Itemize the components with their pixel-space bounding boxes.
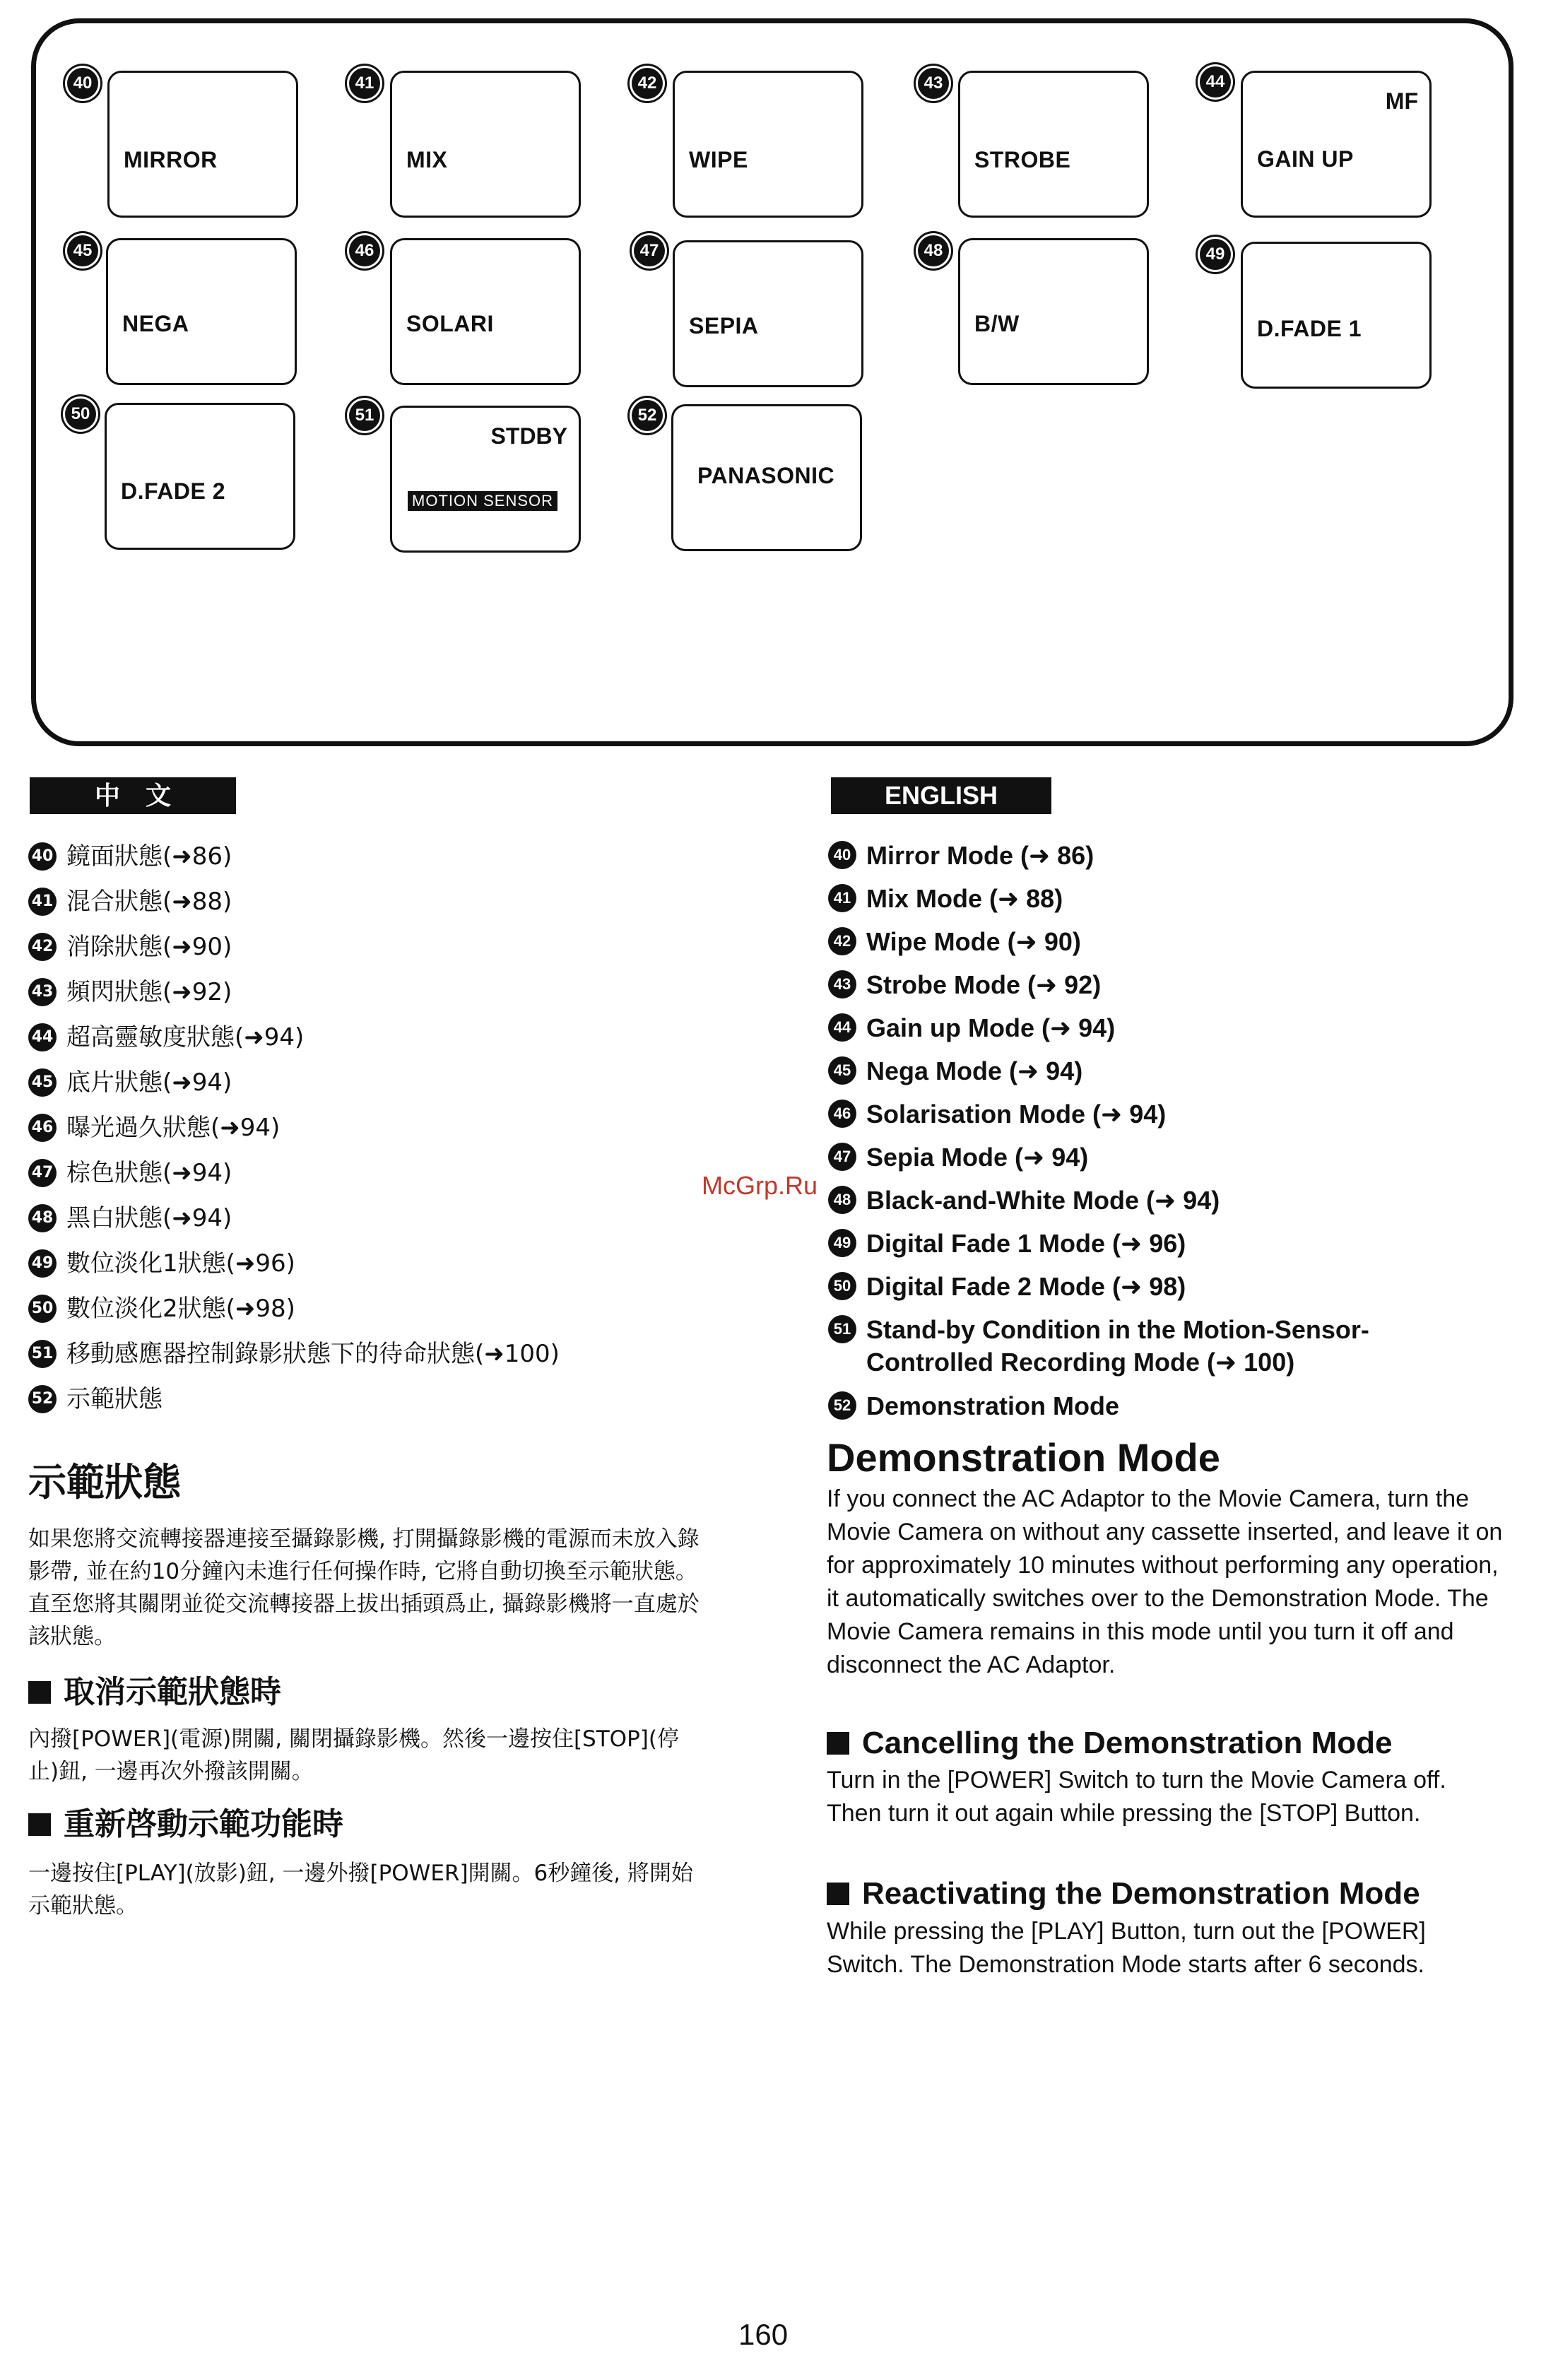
item-number: 42 [28,933,57,961]
item-text: 棕色狀態(➜94) [66,1159,232,1187]
square-bullet-icon [28,1681,51,1704]
item-text: 數位淡化2狀態(➜98) [66,1295,295,1323]
tile-number: 50 [65,399,96,430]
square-bullet-icon [827,1883,849,1905]
item-number: 43 [828,970,856,998]
chinese-reactivate-heading [28,1798,343,1844]
item-text: Mix Mode (➜ 88) [866,884,1063,913]
english-title: Demonstration Mode [827,1435,1220,1480]
tile-label: SOLARI [406,311,494,336]
chinese-intro: 如果您將交流轉接器連接至攝錄影機, 打開攝錄影機的電源而未放入錄影帶, 並在約10分鐘內未進行任何操作時, 它將自動切換至示範狀態。直至您將其關閉並從交流轉接器上拔出插頭爲止, 攝錄影機將一直處於該狀態。 [28,1526,700,1649]
english-intro: If you connect the AC Adaptor to the Movie Camera, turn the Movie Camera on without any cassette inserted, and leave it on for approximately 10 minutes without performing any operation, it automatically switches over to the Demonstration Mode. The Movie Camera remains in this mode until you turn it off and disconnect the AC Adaptor. [827,1485,1503,1678]
item-number: 41 [28,888,57,916]
chinese-title: 示範狀態 [28,1460,181,1504]
tile-label: PANASONIC [697,463,835,488]
tile-number: 43 [918,68,949,99]
list-item [28,1157,735,1203]
item-text: 消除狀態(➜90) [66,933,232,961]
item-number: 50 [828,1272,856,1300]
chinese-cancel-text: 內撥[POWER](電源)開關, 關閉攝錄影機。然後一邊按住[STOP](停止)鈕, 一邊再次外撥該開關。 [28,1726,679,1784]
item-number: 45 [828,1056,856,1085]
list-item [828,1314,1521,1390]
item-text: 曝光過久狀態(➜94) [66,1114,281,1142]
tile-top-label: MF [1385,88,1418,114]
item-number: 47 [828,1143,856,1171]
list-item [828,840,1521,883]
tile-wipe [673,71,863,218]
item-text: Black-and-White Mode (➜ 94) [866,1186,1220,1215]
list-item [828,1390,1521,1433]
item-text: 底片狀態(➜94) [66,1068,232,1097]
english-mode-list [828,840,1521,1433]
tile-dfade-1 [1241,242,1432,389]
item-number: 52 [28,1385,57,1413]
item-text: Mirror Mode (➜ 86) [866,841,1094,870]
list-item [28,1384,735,1429]
item-number: 51 [828,1315,856,1343]
item-text: 頻閃狀態(➜92) [66,978,232,1006]
item-text: Stand-by Condition in the Motion-Sensor-Controlled Recording Mode (➜ 100) [866,1315,1369,1377]
item-text: Solarisation Mode (➜ 94) [866,1100,1167,1129]
tile-strobe [958,71,1149,218]
tile-number: 52 [632,400,663,431]
tile-number: 42 [632,68,663,99]
tile-number: 51 [349,400,380,431]
item-text: Sepia Mode (➜ 94) [866,1143,1089,1172]
list-item [28,1203,735,1248]
tile-number: 45 [67,235,98,266]
item-number: 40 [28,842,57,871]
tile-number: 46 [349,235,380,266]
item-text: Digital Fade 1 Mode (➜ 96) [866,1229,1186,1258]
item-text: 移動感應器控制錄影狀態下的待命狀態(➜100) [66,1340,560,1368]
item-text: Demonstration Mode [866,1391,1120,1420]
chinese-reactivate-text: 一邊按住[PLAY](放影)鈕, 一邊外撥[POWER]開關。6秒鐘後, 將開始示範狀態。 [28,1861,693,1919]
tile-label: NEGA [122,311,189,336]
tile-stdby [390,406,581,553]
list-item [828,1098,1521,1141]
item-text: 數位淡化1狀態(➜96) [66,1249,295,1278]
item-text: 示範狀態 [66,1385,163,1413]
list-item [28,1248,735,1293]
item-number: 44 [828,1013,856,1042]
tile-label: MIX [406,147,448,172]
item-number: 44 [28,1023,57,1051]
item-number: 52 [828,1391,856,1420]
tile-number: 48 [918,235,949,266]
list-item [28,886,735,931]
english-cancel-text: Turn in the [POWER] Switch to turn the Movie Camera off. Then turn it out again while pressing the [STOP] Button. [827,1767,1446,1827]
list-item [28,841,735,886]
item-text: Gain up Mode (➜ 94) [866,1013,1116,1042]
item-number: 40 [828,841,856,869]
chinese-mode-list [28,841,735,1429]
list-item [28,1022,735,1067]
tile-label: STROBE [974,147,1071,172]
page-number: 160 [738,2318,789,2351]
tile-label: D.FADE 1 [1257,316,1362,341]
item-number: 51 [28,1340,57,1368]
item-number: 49 [28,1249,57,1278]
heading-text: Reactivating the Demonstration Mode [862,1876,1420,1911]
heading-text: Cancelling the Demonstration Mode [862,1726,1393,1760]
item-text: Digital Fade 2 Mode (➜ 98) [866,1272,1186,1301]
item-number: 46 [28,1114,57,1142]
item-text: Nega Mode (➜ 94) [866,1056,1083,1085]
item-number: 48 [28,1204,57,1232]
item-number: 41 [828,884,856,912]
english-reactivate-text: While pressing the [PLAY] Button, turn out the [POWER] Switch. The Demonstration Mode starts after 6 seconds. [827,1918,1426,1978]
list-item [828,1184,1521,1227]
item-number: 47 [28,1159,57,1187]
english-reactivate-heading [827,1876,1420,1911]
tile-nega [106,238,297,385]
english-cancel-heading [827,1726,1393,1761]
tile-solari [390,238,581,385]
tile-label: B/W [974,311,1020,336]
list-item [828,969,1521,1012]
item-number: 43 [28,978,57,1006]
item-number: 45 [28,1068,57,1097]
tile-dfade-2 [105,403,295,550]
list-item [28,1293,735,1338]
item-text: Strobe Mode (➜ 92) [866,970,1102,999]
english-header: ENGLISH [831,777,1051,814]
watermark: McGrp.Ru [702,1171,818,1200]
list-item [828,883,1521,926]
item-text: 混合狀態(➜88) [66,888,232,916]
tile-bw [958,238,1149,385]
tile-label: D.FADE 2 [121,478,226,504]
tile-mix [390,71,581,218]
list-item [828,1271,1521,1314]
tile-number: 47 [634,235,665,266]
item-number: 42 [828,927,856,955]
item-text: 超高靈敏度狀態(➜94) [66,1023,305,1051]
item-number: 50 [28,1295,57,1323]
list-item [28,1338,735,1384]
tile-label: MIRROR [124,147,218,172]
list-item [828,1227,1521,1271]
item-text: 黑白狀態(➜94) [66,1204,232,1232]
tile-label: GAIN UP [1257,146,1354,172]
list-item [828,1012,1521,1055]
list-item [28,977,735,1022]
square-bullet-icon [827,1732,849,1755]
tile-panasonic [671,404,862,551]
tile-top-label: STDBY [490,423,567,449]
item-text: Wipe Mode (➜ 90) [866,927,1081,956]
list-item [828,1141,1521,1184]
tile-number: 44 [1200,66,1231,98]
list-item [28,1067,735,1112]
list-item [28,1112,735,1157]
item-number: 49 [828,1229,856,1257]
tile-sepia [673,240,863,387]
heading-text: 重新啓動示範功能時 [64,1806,343,1842]
list-item [828,926,1521,969]
tile-number: 49 [1200,239,1231,270]
square-bullet-icon [28,1813,51,1836]
item-text: 鏡面狀態(➜86) [66,842,232,871]
tile-number: 41 [349,68,380,99]
tile-mirror [107,71,298,218]
tile-gain-up [1241,71,1432,218]
tile-label: SEPIA [689,313,759,338]
list-item [28,931,735,977]
heading-text: 取消示範狀態時 [64,1674,281,1710]
item-number: 46 [828,1100,856,1128]
chinese-header: 中 文 [30,777,236,814]
motion-sensor-tag: MOTION SENSOR [408,491,557,511]
item-number: 48 [828,1186,856,1214]
tile-number: 40 [67,68,98,99]
list-item [828,1055,1521,1098]
chinese-cancel-heading [28,1666,281,1712]
tile-label: WIPE [689,147,748,172]
